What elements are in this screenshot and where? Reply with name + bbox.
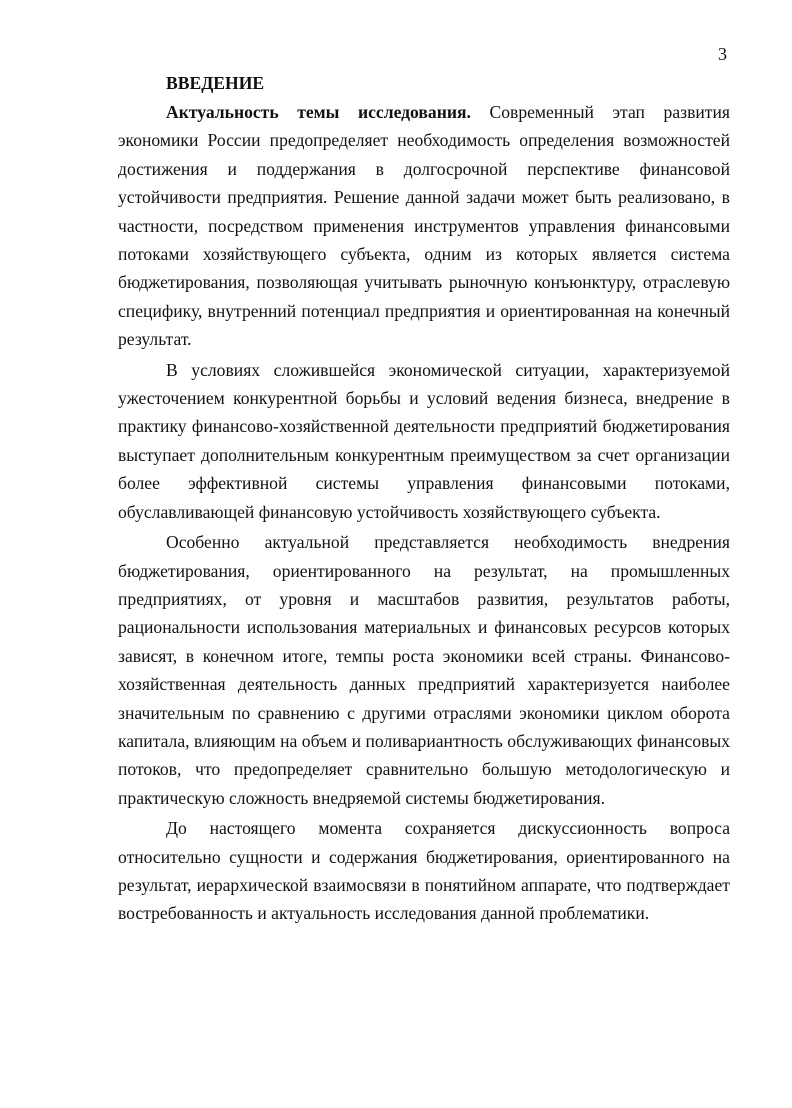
paragraph-relevance [118, 98, 730, 354]
paragraph-text: Современный этап развития экономики России предопределяет необходимость определения возможностей достижения и поддержания в долгосрочной перспективе финансовой устойчивости предприятия. Решение данной задачи может быть реализовано, в частности, посредством применения инструментов управления финансовыми потоками хозяйствующего субъекта, одним из которых является система бюджетирования, позволяющая учитывать рыночную конъюнктуру, отраслевую специфику, внутренний потенциал предприятия и ориентированная на конечный результат. [118, 102, 730, 350]
paragraph-discussion: До настоящего момента сохраняется дискуссионность вопроса относительно сущности и содержания бюджетирования, ориентированного на результат, иерархической взаимосвязи в понятийном аппарате, что подтверждает востребованность и актуальность исследования данной проблематики. [118, 818, 730, 924]
page-number: 3 [718, 44, 727, 64]
page-content [118, 68, 730, 928]
paragraph-lead-heading: Актуальность темы исследования. [166, 102, 471, 122]
paragraph-industrial-enterprises: Особенно актуальной представляется необходимость внедрения бюджетирования, ориентированного на результат, на промышленных предприятиях, от уровня и масштабов развития, результатов работы, рациональности использования материальных и финансовых ресурсов которых зависят, в конечном итоге, темпы роста экономики всей страны. Финансово-хозяйственная деятельность данных предприятий характеризуется наиболее значительным по сравнению с другими отраслями экономики циклом оборота капитала, влияющим на объем и поливариантность обслуживающих финансовых потоков, что предопределяет сравнительно большую методологическую и практическую сложность внедряемой системы бюджетирования. [118, 532, 730, 808]
paragraph-economic-situation: В условиях сложившейся экономической ситуации, характеризуемой ужесточением конкурентной борьбы и условий ведения бизнеса, внедрение в практику финансово-хозяйственной деятельности предприятий бюджетирования выступает дополнительным конкурентным преимуществом за счет организации более эффективной системы управления финансовыми потоками, обуславливающей финансовую устойчивость хозяйствующего субъекта. [118, 359, 730, 522]
section-title: ВВЕДЕНИЕ [166, 73, 265, 93]
